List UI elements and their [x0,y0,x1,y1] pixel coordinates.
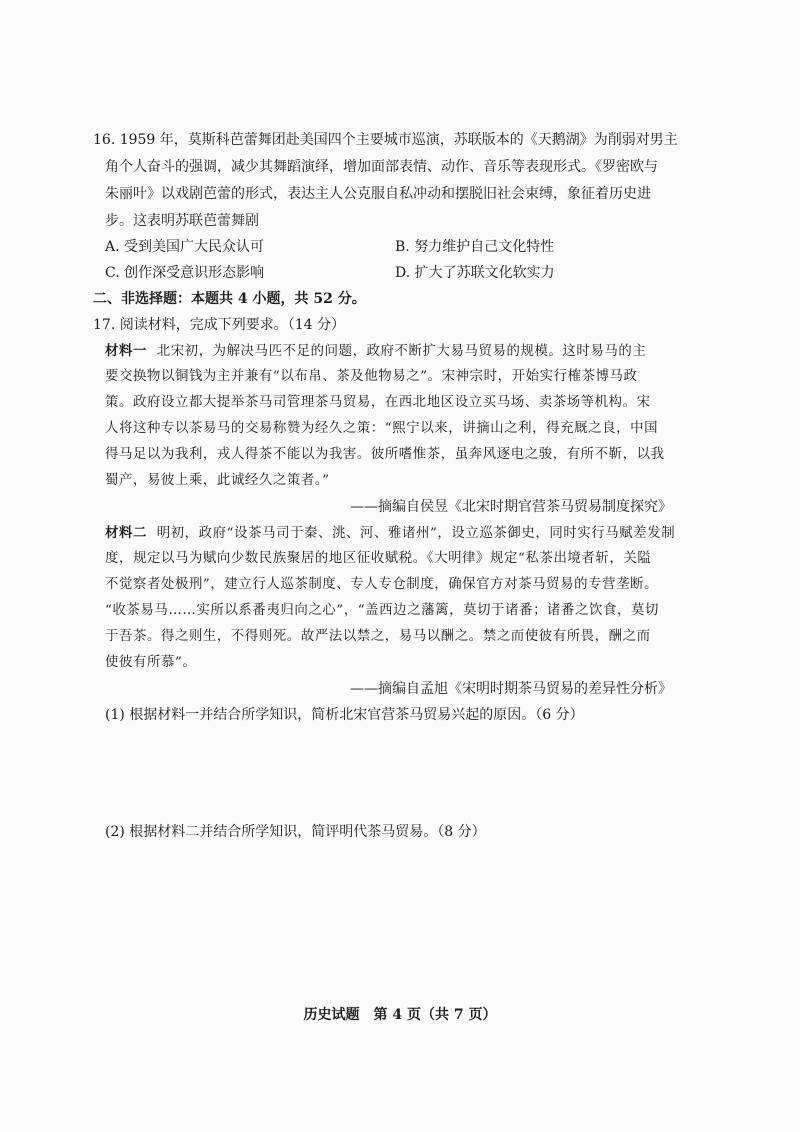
q17-subquestion-2: (2) 根据材料二并结合所学知识，简评明代茶马贸易。（8 分） [105,824,486,840]
material1-line-3: 策。政府设立都大提举茶马司管理茶马贸易，在西北地区设立买马场、卖茶场等机构。宋 [105,395,651,410]
material1-line-5: 得马足以为我利，戎人得茶不能以为我害。彼所嗜惟茶，虽奔风逐电之骏，有所不靳，以我 [105,447,665,462]
section-heading: 二、非选择题：本题共 4 小题，共 52 分。 [93,291,366,307]
material1-line-6: 蜀产，易彼上乘，此诚经久之策者。” [105,473,330,488]
q16-option-b: B. 努力维护自己文化特性 [395,239,555,255]
q16-option-d: D. 扩大了苏联文化软实力 [395,265,555,281]
material2-line-6: 使彼有所慕”。 [105,655,197,670]
q17-subquestion-1: (1) 根据材料一并结合所学知识，简析北宋官营茶马贸易兴起的原因。（6 分） [105,707,584,723]
footer-page-number: 第 4 页（共 7 页） [373,1007,497,1023]
q16-stem-line-3: 朱丽叶》以戏剧芭蕾的形式，表达主人公克服自私冲动和摆脱旧社会束缚，象征着历史进 [105,186,651,202]
q16-option-a: A. 受到美国广大民众认可 [105,239,265,255]
material1-source: ——摘编自侯昱《北宋时期官营茶马贸易制度探究》 [350,499,672,515]
footer-subject: 历史试题 [303,1007,360,1023]
q16-stem-line-2: 角个人奋斗的强调，减少其舞蹈演绎，增加面部表情、动作、音乐等表现形式。《罗密欧与 [105,159,658,175]
material1-line-4: 人将这种专以茶易马的交易称赞为经久之策：“熙宁以来，讲摘山之利，得充厩之良，中国 [105,421,659,436]
material2-line-2: 度，规定以马为赋向少数民族聚居的地区征收赋税。《大明律》规定“私茶出境者斩，关隘 [105,551,652,566]
material2-source: ——摘编自孟旭《宋明时期茶马贸易的差异性分析》 [350,681,672,697]
q16-stem-line-1: 16. 1959 年，莫斯科芭蕾舞团赴美国四个主要城市巡演，苏联版本的《天鹅湖》为削弱对男主 [93,132,678,148]
material2-line-3: 不觉察者处极刑”，建立行人巡茶制度、专人专仓制度，确保官方对茶马贸易的专营垄断。 [105,577,659,592]
material1-label: 材料一 [105,343,147,359]
q17-stem: 17. 阅读材料，完成下列要求。（14 分） [93,317,345,333]
q16-option-c: C. 创作深受意识形态影响 [105,265,265,281]
material2-line-5: 于吾茶。得之则生，不得则死。故严法以禁之，易马以酬之。禁之而使彼有所畏，酬之而 [105,629,651,644]
material1-line-1 [105,341,646,362]
material1-line-2: 要交换物以铜钱为主并兼有“以布帛、茶及他物易之”。宋神宗时，开始实行榷茶博马政 [105,369,638,384]
material2-line-4: “收茶易马……实所以系番夷归向之心”，“盖西边之藩篱，莫切于诸番；诸番之饮食，莫切 [105,603,659,618]
q16-stem-line-4: 步。这表明苏联芭蕾舞剧 [105,213,259,229]
material2-line-1 [105,523,675,544]
material1-text-1: 北宋初，为解决马匹不足的问题，政府不断扩大易马贸易的规模。这时易马的主 [156,344,647,359]
material2-text-1: 明初，政府“设茶马司于秦、洮、河、雅诸州”，设立巡茶御史，同时实行马赋差发制 [156,526,676,541]
page-footer [0,1004,800,1024]
material2-label: 材料二 [105,525,147,541]
